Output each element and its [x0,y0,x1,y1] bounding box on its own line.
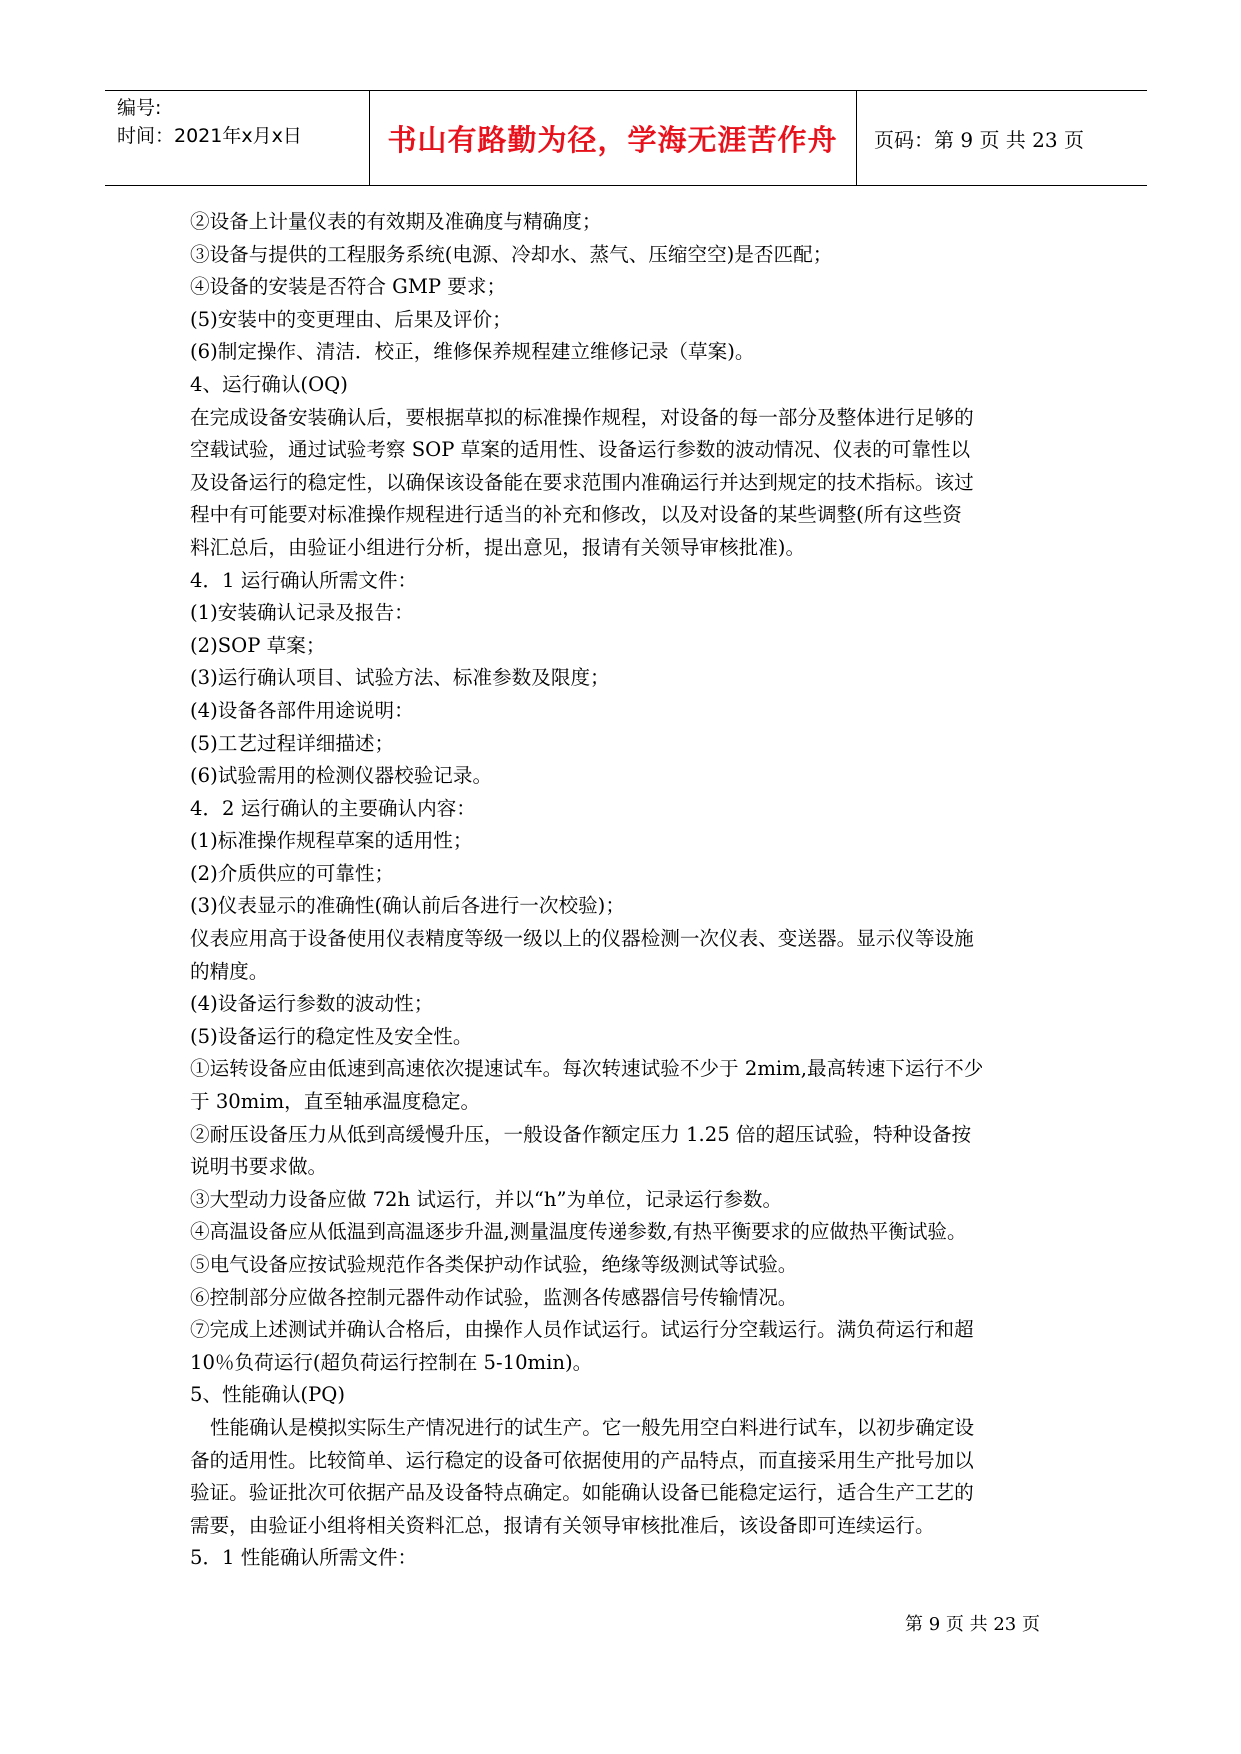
text-line: 4．2 运行确认的主要确认内容： [190,796,476,820]
text-line: 在完成设备安装确认后，要根据草拟的标准操作规程，对设备的每一部分及整体进行足够的 [190,405,974,429]
text-line: ③大型动力设备应做 72h 试运行，并以“h”为单位，记录运行参数。 [190,1187,783,1211]
text-line: 料汇总后，由验证小组进行分析，提出意见，报请有关领导审核批准)。 [190,535,806,559]
text-line: 性能确认是模拟实际生产情况进行的试生产。它一般先用空白料进行试车，以初步确定设 [210,1415,975,1439]
header-page-number: 页码：第 9 页 共 23 页 [874,127,1084,152]
text-line: 需要，由验证小组将相关资料汇总，报请有关领导审核批准后，该设备即可连续运行。 [190,1513,935,1537]
text-line: 空载试验，通过试验考察 SOP 草案的适用性、设备运行参数的波动情况、仪表的可靠性以 [190,438,971,462]
text-line: ①运转设备应由低速到高速依次提速试车。每次转速试验不少于 2mim,最高转速下运行不少 [190,1057,984,1081]
text-line: (5)工艺过程详细描述； [190,731,395,755]
text-line: ④设备的安装是否符合 GMP 要求； [190,275,507,299]
text-line: (3)运行确认项目、试验方法、标准参数及限度； [190,666,610,690]
text-line: ④高温设备应从低温到高温逐步升温,测量温度传递参数,有热平衡要求的应做热平衡试验。 [190,1220,967,1244]
text-line: (2)介质供应的可靠性； [190,861,395,885]
text-line: 5．1 性能确认所需文件： [190,1546,418,1570]
text-line: 验证。验证批次可依据产品及设备特点确定。如能确认设备已能稳定运行，适合生产工艺的 [190,1481,974,1505]
text-line: 4、运行确认(OQ) [190,372,348,396]
text-line: (5)安装中的变更理由、后果及评价； [190,307,512,331]
header-info-cell [105,91,370,185]
document-number-label: 编号: [117,97,162,119]
text-line: ②设备上计量仪表的有效期及准确度与精确度； [190,210,602,233]
text-line: ⑦完成上述测试并确认合格后，由操作人员作试运行。试运行分空载运行。满负荷运行和超 [190,1318,974,1342]
document-time-label: 时间：2021年x月x日 [117,125,302,147]
text-line: 及设备运行的稳定性，以确保该设备能在要求范围内准确运行并达到规定的技术指标。该过 [190,470,974,494]
text-line: (3)仪表显示的准确性(确认前后各进行一次校验)； [190,894,625,918]
header-motto: 书山有路勤为径，学海无涯苦作舟 [369,91,857,185]
text-line: 5、性能确认(PQ) [190,1383,345,1407]
document-body [190,206,1060,1575]
text-line: 仪表应用高于设备使用仪表精度等级一级以上的仪器检测一次仪表、变送器。显示仪等设施 [190,927,974,951]
page-footer: 第 9 页 共 23 页 [905,1614,1040,1635]
text-line: (1)安装确认记录及报告： [190,601,414,625]
text-line: 4．1 运行确认所需文件： [190,568,418,592]
text-line: (4)设备运行参数的波动性； [190,992,434,1016]
text-line: ③设备与提供的工程服务系统(电源、冷却水、蒸气、压缩空空)是否匹配； [190,242,833,266]
text-line: 说明书要求做。 [190,1155,328,1179]
text-line: 于 30mim，直至轴承温度稳定。 [190,1090,481,1114]
text-line: 10％负荷运行(超负荷运行控制在 5-10min)。 [190,1350,593,1374]
text-line: ②耐压设备压力从低到高缓慢升压，一般设备作额定压力 1.25 倍的超压试验，特种设备按 [190,1122,972,1146]
text-line: 备的适用性。比较简单、运行稳定的设备可依据使用的产品特点，而直接采用生产批号加以 [190,1448,974,1472]
text-line: 的精度。 [190,959,269,983]
text-line: (4)设备各部件用途说明： [190,698,414,722]
text-line: (1)标准操作规程草案的适用性； [190,829,473,853]
page-header [105,90,1147,186]
text-line: (2)SOP 草案； [190,633,326,657]
text-line: (6)制定操作、清洁．校正，维修保养规程建立维修记录（草案)。 [190,340,755,364]
text-line: 程中有可能要对标准操作规程进行适当的补充和修改，以及对设备的某些调整(所有这些资 [190,503,962,527]
text-line: (5)设备运行的稳定性及安全性。 [190,1024,473,1048]
text-line: ⑥控制部分应做各控制元器件动作试验，监测各传感器信号传输情况。 [190,1285,798,1309]
text-line: (6)试验需用的检测仪器校验记录。 [190,764,493,788]
text-line: ⑤电气设备应按试验规范作各类保护动作试验，绝缘等级测试等试验。 [190,1253,798,1276]
